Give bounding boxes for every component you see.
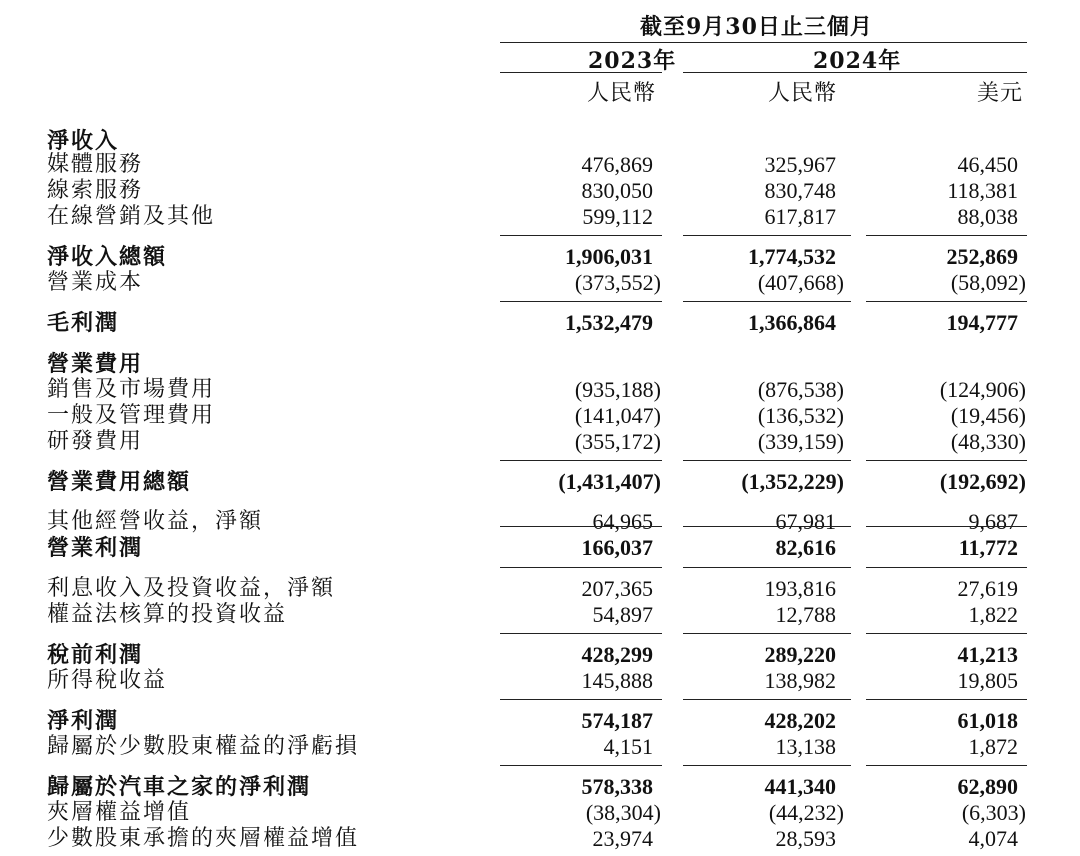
row-value-col1: 4,151 xyxy=(603,734,653,759)
row-value-col2: 13,138 xyxy=(775,734,836,759)
subtotal-rule xyxy=(683,633,851,634)
row-value-col3: 252,869 xyxy=(946,244,1018,269)
table-row xyxy=(0,128,1080,154)
row-value-col3: (124,906) xyxy=(939,377,1026,402)
row-value-col2: (44,232) xyxy=(768,800,844,825)
currency-rmb-2023: 人民幣 xyxy=(587,81,657,106)
row-value-col3: 9,687 xyxy=(968,509,1018,534)
table-row xyxy=(0,602,1080,628)
subtotal-rule xyxy=(500,301,662,302)
row-value-col2: 12,788 xyxy=(775,602,836,627)
year-2024-underline xyxy=(683,72,1027,73)
row-label: 權益法核算的投資收益 xyxy=(47,602,288,627)
row-value-col2: 1,366,864 xyxy=(748,310,836,335)
table-row xyxy=(0,429,1080,455)
row-value-col1: 207,365 xyxy=(581,576,653,601)
table-row xyxy=(0,351,1080,377)
subtotal-rule xyxy=(866,567,1027,568)
row-label: 淨收入總額 xyxy=(47,244,168,270)
row-value-col2: 193,816 xyxy=(764,576,836,601)
row-value-col3: (48,330) xyxy=(950,429,1026,454)
row-value-col2: 67,981 xyxy=(775,509,836,534)
subtotal-rule xyxy=(500,765,662,766)
table-row xyxy=(0,509,1080,535)
year-2024-header: 2024年 xyxy=(813,48,902,74)
table-row xyxy=(0,377,1080,403)
row-label: 銷售及市場費用 xyxy=(47,377,216,402)
row-value-col1: (1,431,407) xyxy=(558,469,661,494)
row-value-col2: 441,340 xyxy=(764,774,836,799)
subtotal-rule xyxy=(683,301,851,302)
row-value-col3: 61,018 xyxy=(957,708,1018,733)
row-value-col1: (38,304) xyxy=(585,800,661,825)
row-value-col2: 138,982 xyxy=(764,668,836,693)
subtotal-rule xyxy=(866,699,1027,700)
row-value-col2: 325,967 xyxy=(764,152,836,177)
currency-usd: 美元 xyxy=(977,81,1024,106)
row-label: 歸屬於少數股東權益的淨虧損 xyxy=(47,734,360,759)
row-value-col3: 118,381 xyxy=(947,178,1018,203)
row-value-col3: 88,038 xyxy=(957,204,1018,229)
row-label: 少數股東承擔的夾層權益增值 xyxy=(47,826,360,851)
currency-rmb-2024: 人民幣 xyxy=(768,81,838,106)
row-label: 毛利潤 xyxy=(47,310,120,336)
table-row xyxy=(0,469,1080,495)
row-value-col3: 11,772 xyxy=(958,535,1018,560)
subtotal-rule xyxy=(866,460,1027,461)
subtotal-rule xyxy=(683,235,851,236)
subtotal-rule xyxy=(500,460,662,461)
table-row xyxy=(0,244,1080,270)
row-value-col1: 145,888 xyxy=(581,668,653,693)
period-underline xyxy=(500,42,1027,43)
row-value-col3: 27,619 xyxy=(957,576,1018,601)
row-value-col1: 166,037 xyxy=(581,535,653,560)
table-row xyxy=(0,535,1080,561)
row-value-col1: (373,552) xyxy=(574,270,661,295)
table-row xyxy=(0,668,1080,694)
row-label: 在線營銷及其他 xyxy=(47,204,216,229)
row-value-col2: 428,202 xyxy=(764,708,836,733)
subtotal-rule xyxy=(500,633,662,634)
row-value-col1: 830,050 xyxy=(581,178,653,203)
table-row xyxy=(0,152,1080,178)
table-row xyxy=(0,708,1080,734)
row-value-col2: 82,616 xyxy=(775,535,836,560)
row-label: 其他經營收益，淨額 xyxy=(47,509,264,534)
row-label: 研發費用 xyxy=(47,429,144,454)
subtotal-rule xyxy=(500,526,662,527)
row-value-col2: 1,774,532 xyxy=(748,244,836,269)
row-value-col1: 23,974 xyxy=(592,826,653,851)
subtotal-rule xyxy=(683,699,851,700)
row-value-col3: 1,822 xyxy=(968,602,1018,627)
subtotal-rule xyxy=(866,526,1027,527)
row-value-col1: (141,047) xyxy=(574,403,661,428)
row-label: 夾層權益增值 xyxy=(47,800,192,825)
row-value-col2: (136,532) xyxy=(757,403,844,428)
subtotal-rule xyxy=(866,235,1027,236)
row-label: 媒體服務 xyxy=(47,152,144,177)
row-value-col1: 1,532,479 xyxy=(565,310,653,335)
subtotal-rule xyxy=(683,526,851,527)
subtotal-rule xyxy=(866,301,1027,302)
table-row xyxy=(0,310,1080,336)
row-label: 淨利潤 xyxy=(47,708,120,734)
year-2023-header: 2023年 xyxy=(588,48,677,74)
subtotal-rule xyxy=(500,567,662,568)
row-value-col3: 62,890 xyxy=(957,774,1018,799)
row-value-col1: (355,172) xyxy=(574,429,661,454)
row-value-col3: (192,692) xyxy=(939,469,1026,494)
table-row xyxy=(0,826,1080,852)
row-value-col1: 574,187 xyxy=(581,708,653,733)
row-value-col3: 1,872 xyxy=(968,734,1018,759)
row-value-col2: 830,748 xyxy=(764,178,836,203)
subtotal-rule xyxy=(866,765,1027,766)
subtotal-rule xyxy=(683,567,851,568)
row-label: 淨收入 xyxy=(47,128,120,154)
row-value-col3: 41,213 xyxy=(957,642,1018,667)
row-label: 營業成本 xyxy=(47,270,144,295)
subtotal-rule xyxy=(866,633,1027,634)
row-value-col2: 28,593 xyxy=(775,826,836,851)
row-value-col1: 578,338 xyxy=(581,774,653,799)
row-label: 利息收入及投資收益，淨額 xyxy=(47,576,336,601)
table-row xyxy=(0,774,1080,800)
row-value-col2: (407,668) xyxy=(757,270,844,295)
row-value-col3: (58,092) xyxy=(950,270,1026,295)
row-value-col1: 476,869 xyxy=(581,152,653,177)
row-value-col2: (876,538) xyxy=(757,377,844,402)
row-value-col1: 428,299 xyxy=(581,642,653,667)
row-label: 營業費用 xyxy=(47,351,144,377)
row-value-col3: (6,303) xyxy=(961,800,1026,825)
row-value-col1: 599,112 xyxy=(582,204,653,229)
table-row xyxy=(0,734,1080,760)
row-value-col2: 617,817 xyxy=(764,204,836,229)
row-value-col1: (935,188) xyxy=(574,377,661,402)
row-label: 歸屬於汽車之家的淨利潤 xyxy=(47,774,312,800)
table-row xyxy=(0,204,1080,230)
row-label: 所得稅收益 xyxy=(47,668,168,693)
subtotal-rule xyxy=(500,235,662,236)
row-value-col3: 19,805 xyxy=(957,668,1018,693)
row-value-col3: 4,074 xyxy=(968,826,1018,851)
row-label: 一般及管理費用 xyxy=(47,403,216,428)
table-row xyxy=(0,178,1080,204)
row-value-col3: 194,777 xyxy=(946,310,1018,335)
subtotal-rule xyxy=(683,765,851,766)
row-label: 營業利潤 xyxy=(47,535,144,561)
table-row xyxy=(0,642,1080,668)
row-label: 稅前利潤 xyxy=(47,642,144,668)
row-value-col3: (19,456) xyxy=(950,403,1026,428)
row-value-col3: 46,450 xyxy=(957,152,1018,177)
subtotal-rule xyxy=(683,460,851,461)
row-value-col2: (1,352,229) xyxy=(741,469,844,494)
row-value-col2: (339,159) xyxy=(757,429,844,454)
table-row xyxy=(0,270,1080,296)
table-row xyxy=(0,576,1080,602)
row-label: 營業費用總額 xyxy=(47,469,192,495)
row-value-col1: 64,965 xyxy=(592,509,653,534)
row-value-col1: 1,906,031 xyxy=(565,244,653,269)
period-header: 截至9月30日止三個月 xyxy=(640,14,873,40)
subtotal-rule xyxy=(500,699,662,700)
table-row xyxy=(0,800,1080,826)
row-value-col1: 54,897 xyxy=(592,602,653,627)
row-value-col2: 289,220 xyxy=(764,642,836,667)
table-row xyxy=(0,403,1080,429)
row-label: 線索服務 xyxy=(47,178,144,203)
year-2023-underline xyxy=(500,72,662,73)
